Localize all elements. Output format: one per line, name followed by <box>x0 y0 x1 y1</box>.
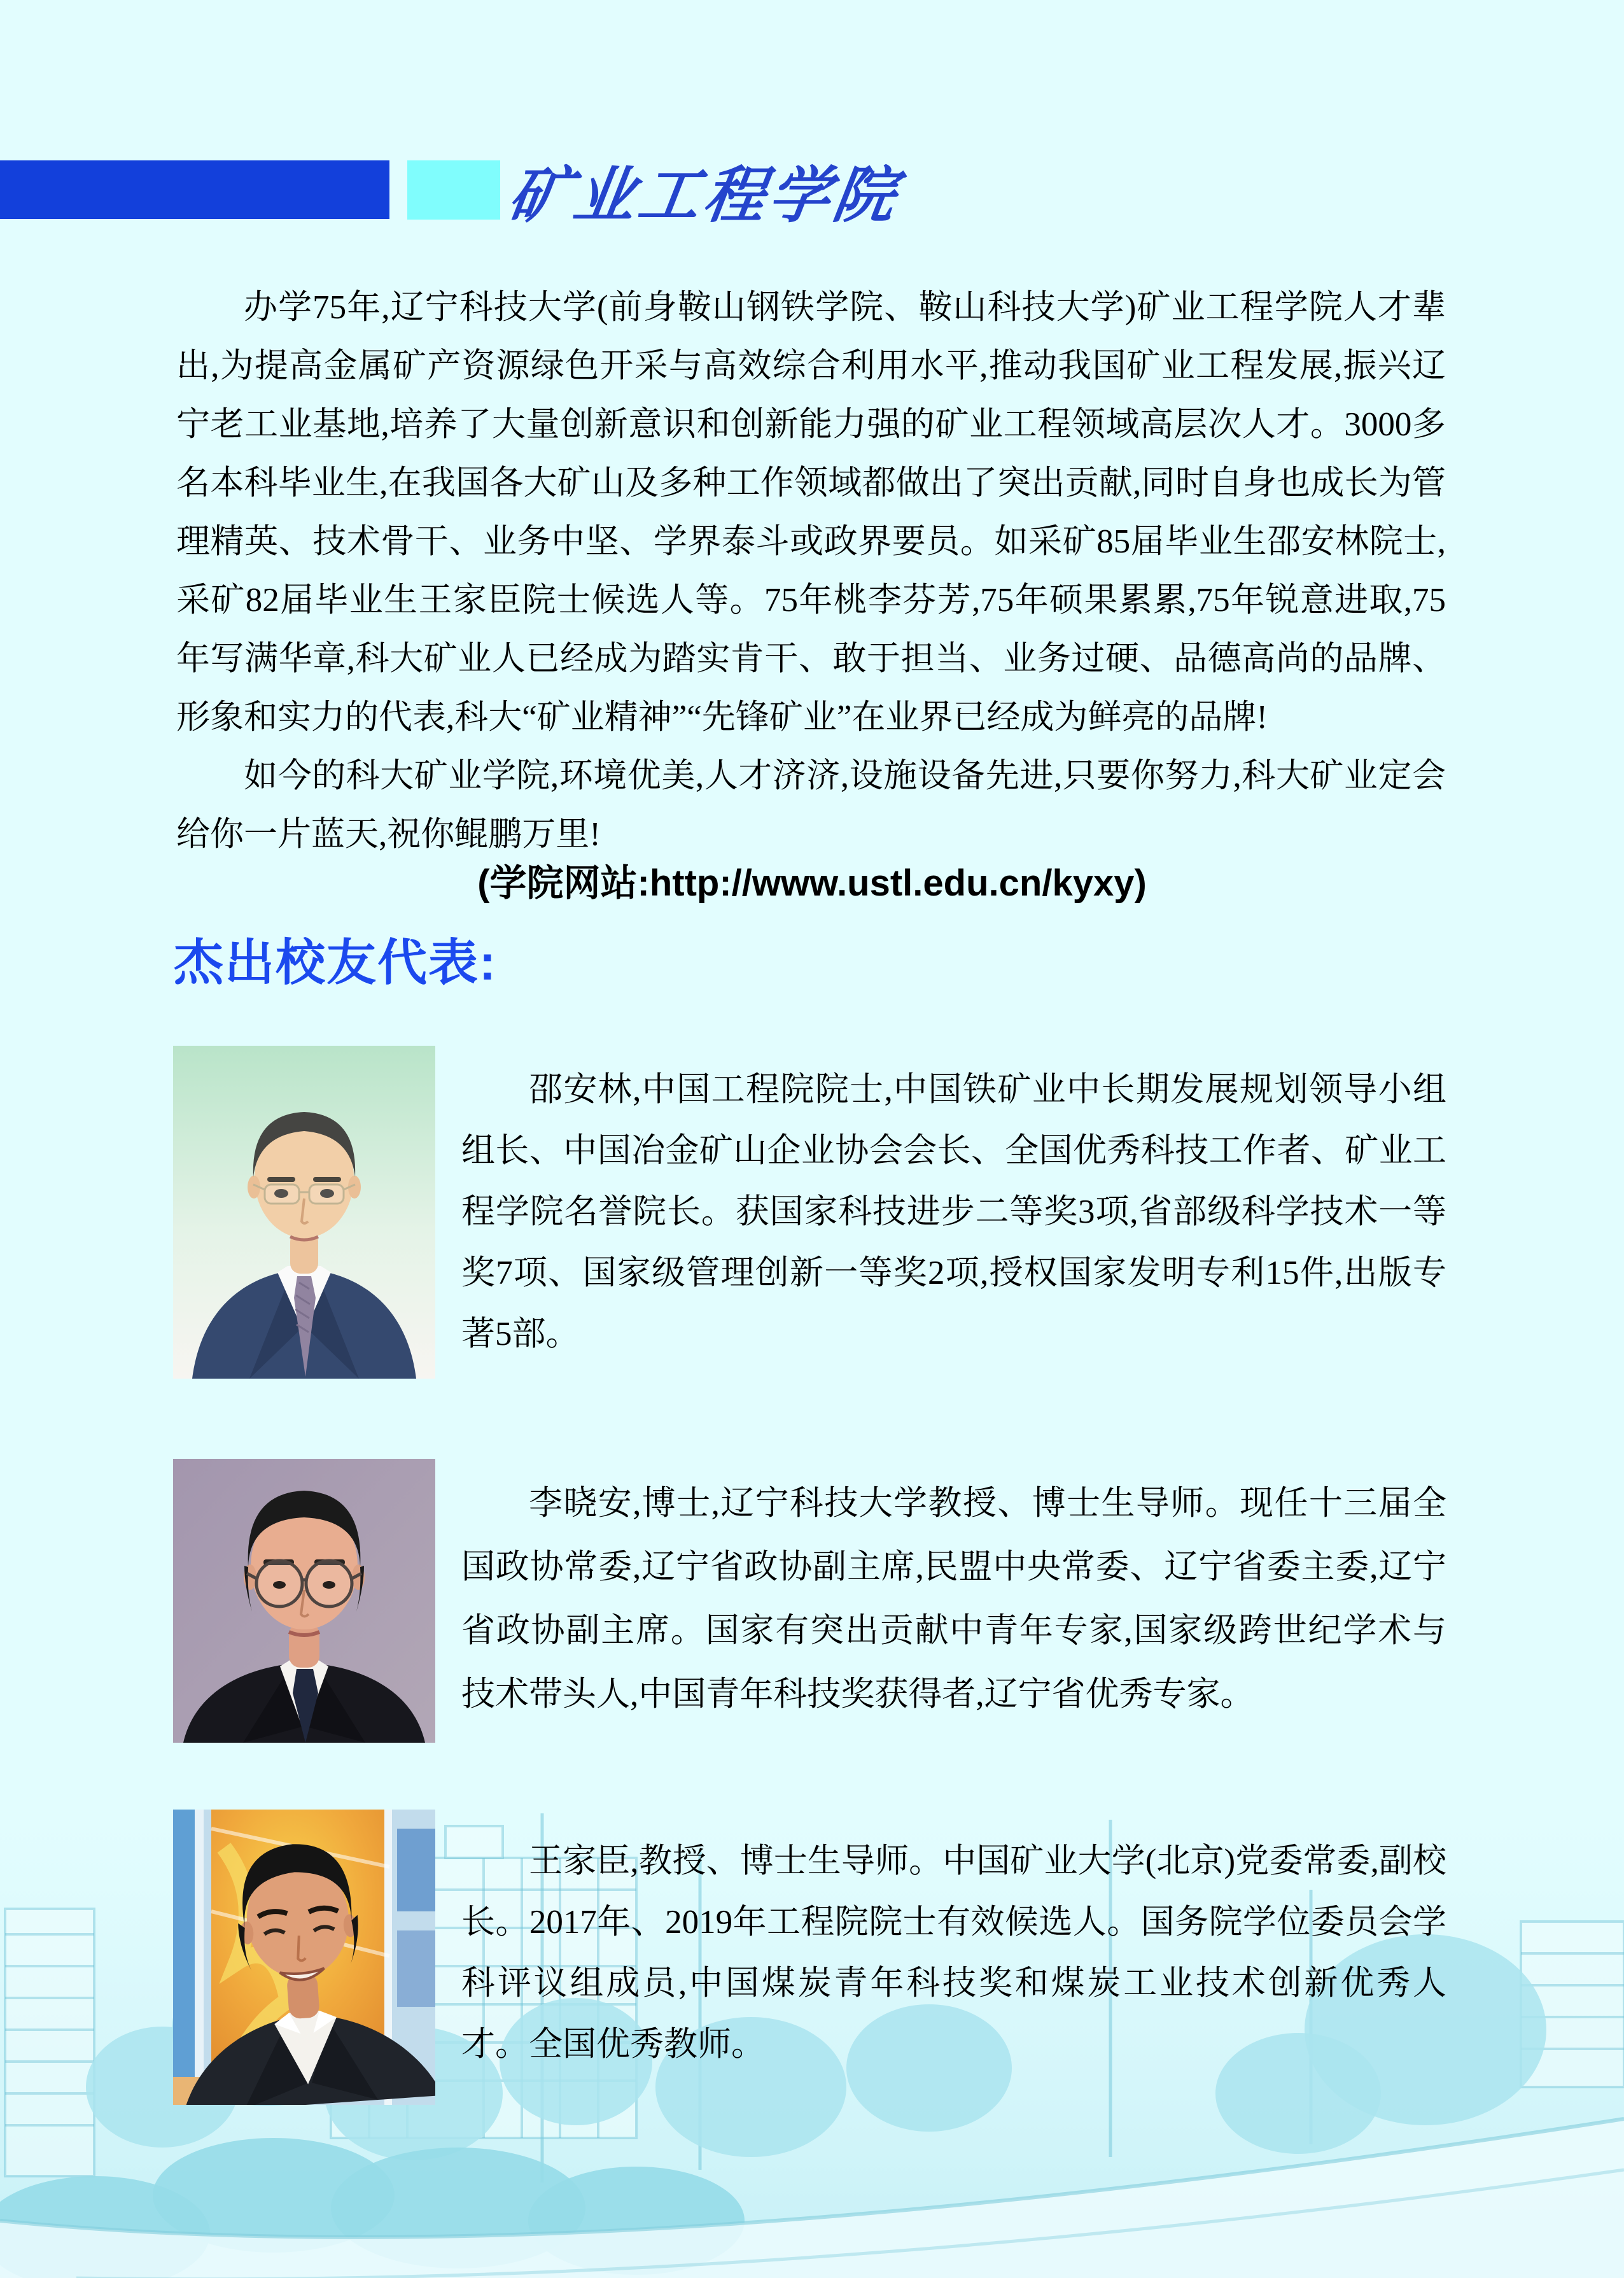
intro-section <box>176 278 1446 864</box>
intro-paragraph-1: 办学75年,辽宁科技大学(前身鞍山钢铁学院、鞍山科技大学)矿业工程学院人才辈出,为提高金属矿产资源绿色开采与高效综合利用水平,推动我国矿业工程发展,振兴辽宁老工业基地,培养了大量创新意识和创新能力强的矿业工程领域高层次人才。3000多名本科毕业生,在我国各大矿山及多种工作领域都做出了突出贡献,同时自身也成长为管理精英、技术骨干、业务中坚、学界泰斗或政界要员。如采矿85届毕业生邵安林院士,采矿82届毕业生王家臣院士候选人等。75年桃李芬芳,75年硕果累累,75年锐意进取,75年写满华章,科大矿业人已经成为踏实肯干、敢于担当、业务过硬、品德高尚的品牌、形象和实力的代表,科大“矿业精神”“先锋矿业”在业界已经成为鲜亮的品牌! <box>176 289 1446 736</box>
portrait-li-xiaoan-image <box>173 1459 435 1743</box>
intro-paragraph-2: 如今的科大矿业学院,环境优美,人才济济,设施设备先进,只要你努力,科大矿业定会给你一片蓝天,祝你鲲鹏万里! <box>176 757 1446 853</box>
page-title: 矿业工程学院 <box>504 162 904 230</box>
photo-shao-anlin <box>173 1046 435 1379</box>
bio-li-xiaoan: 李晓安,博士,辽宁科技大学教授、博士生导师。现任十三届全国政协常委,辽宁省政协副主席,民盟中央常委、辽宁省委主委,辽宁省政协副主席。国家有突出贡献中青年专家,国家级跨世纪学术与技术带头人,中国青年科技奖获得者,辽宁省优秀专家。 <box>461 1485 1446 1713</box>
photo-wang-jiachen <box>173 1810 435 2105</box>
portrait-wang-jiachen-image <box>173 1810 435 2105</box>
photo-li-xiaoan <box>173 1459 435 1743</box>
college-website-line: (学院网站:http://www.ustl.edu.cn/kyxy) <box>477 862 1147 904</box>
alumni-section-heading: 杰出校友代表: <box>174 934 497 990</box>
portrait-shao-anlin-image <box>173 1046 435 1379</box>
bio-wang-jiachen: 王家臣,教授、博士生导师。中国矿业大学(北京)党委常委,副校长。2017年、2019年工程院院士有效候选人。国务院学位委员会学科评议组成员,中国煤炭青年科技奖和煤炭工业技术创新优秀人才。全国优秀教师。 <box>461 1843 1446 2063</box>
header-accent-bar <box>0 160 389 219</box>
header-accent-square <box>407 160 500 220</box>
bio-shao-anlin: 邵安林,中国工程院院士,中国铁矿业中长期发展规划领导小组组长、中国冶金矿山企业协会会长、全国优秀科技工作者、矿业工程学院名誉院长。获国家科技进步二等奖3项,省部级科学技术一等奖7项、国家级管理创新一等奖2项,授权国家发明专利15件,出版专著5部。 <box>461 1071 1446 1353</box>
